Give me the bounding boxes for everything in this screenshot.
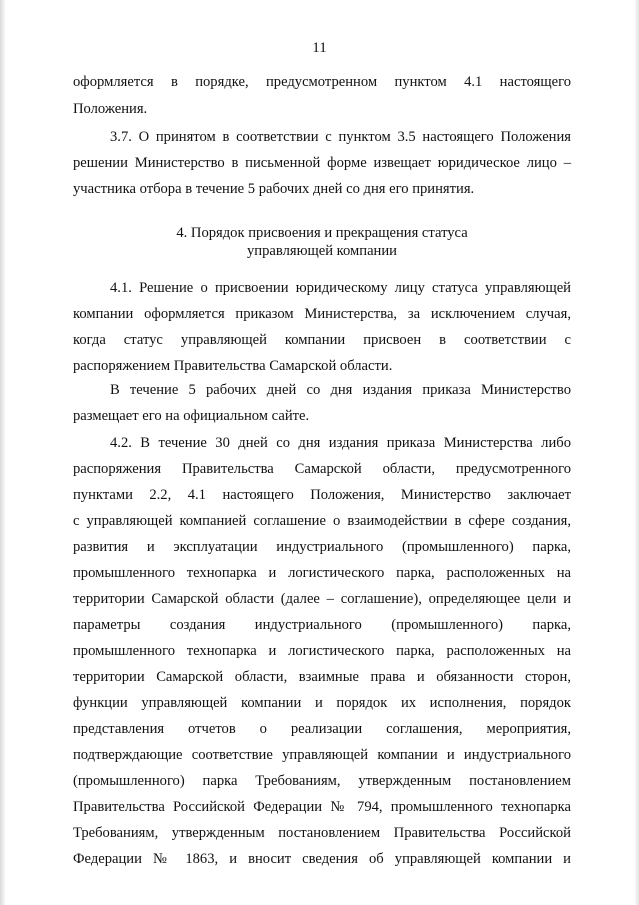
text-line: распоряжения Правительства Самарской области, предусмотренного bbox=[73, 461, 571, 477]
section-heading-line-2: управляющей компании bbox=[247, 243, 397, 259]
scan-edge-right bbox=[634, 0, 639, 905]
text-line: функции управляющей компании и порядок их исполнения, порядок bbox=[73, 695, 571, 711]
text-line: промышленного технопарка и логистического парка, расположенных на bbox=[73, 565, 571, 581]
text-line: Требованиям, утвержденным постановлением Правительства Российской bbox=[73, 825, 571, 841]
section-heading-line-1: 4. Порядок присвоения и прекращения статуса bbox=[176, 225, 468, 241]
text-line: с управляющей компанией соглашение о взаимодействии в сфере создания, bbox=[73, 513, 571, 529]
text-line: (промышленного) парка Требованиям, утвержденным постановлением bbox=[73, 773, 571, 789]
text-line: территории Самарской области, взаимные права и обязанности сторон, bbox=[73, 669, 571, 685]
text-line: подтверждающие соответствие управляющей компании и индустриального bbox=[73, 747, 571, 763]
paragraph-4-1-start: 4.1. Решение о присвоении юридическому лицу статуса управляющей bbox=[110, 280, 571, 296]
paragraph-start: В течение 5 рабочих дней со дня издания приказа Министерство bbox=[110, 382, 571, 398]
text-line: решении Министерство в письменной форме извещает юридическое лицо – bbox=[73, 155, 571, 171]
text-line: Федерации № 1863, и вносит сведения об управляющей компании и bbox=[73, 851, 571, 867]
text-line: оформляется в порядке, предусмотренном пунктом 4.1 настоящего bbox=[73, 74, 571, 90]
text-line: участника отбора в течение 5 рабочих дней со дня его принятия. bbox=[73, 181, 475, 197]
text-line: территории Самарской области (далее – соглашение), определяющее цели и bbox=[73, 591, 571, 607]
text-line: Положения. bbox=[73, 101, 148, 117]
text-line: компании оформляется приказом Министерства, за исключением случая, bbox=[73, 306, 571, 322]
scan-edge-left bbox=[0, 0, 6, 905]
text-line: пунктами 2.2, 4.1 настоящего Положения, Министерство заключает bbox=[73, 487, 571, 503]
text-line: представления отчетов о реализации соглашения, мероприятия, bbox=[73, 721, 571, 737]
text-line: Правительства Российской Федерации № 794, промышленного технопарка bbox=[73, 799, 571, 815]
paragraph-3-7-start: 3.7. О принятом в соответствии с пунктом 3.5 настоящего Положения bbox=[110, 129, 571, 145]
text-line: промышленного технопарка и логистического парка, расположенных на bbox=[73, 643, 571, 659]
text-line: распоряжением Правительства Самарской области. bbox=[73, 358, 393, 374]
text-line: параметры создания индустриального (промышленного) парка, bbox=[73, 617, 571, 633]
text-line: развития и эксплуатации индустриального (промышленного) парка, bbox=[73, 539, 571, 555]
page-number: 11 bbox=[312, 40, 327, 56]
paragraph-4-2-start: 4.2. В течение 30 дней со дня издания приказа Министерства либо bbox=[110, 435, 571, 451]
text-line: размещает его на официальном сайте. bbox=[73, 408, 310, 424]
text-line: когда статус управляющей компании присвоен в соответствии с bbox=[73, 332, 571, 348]
